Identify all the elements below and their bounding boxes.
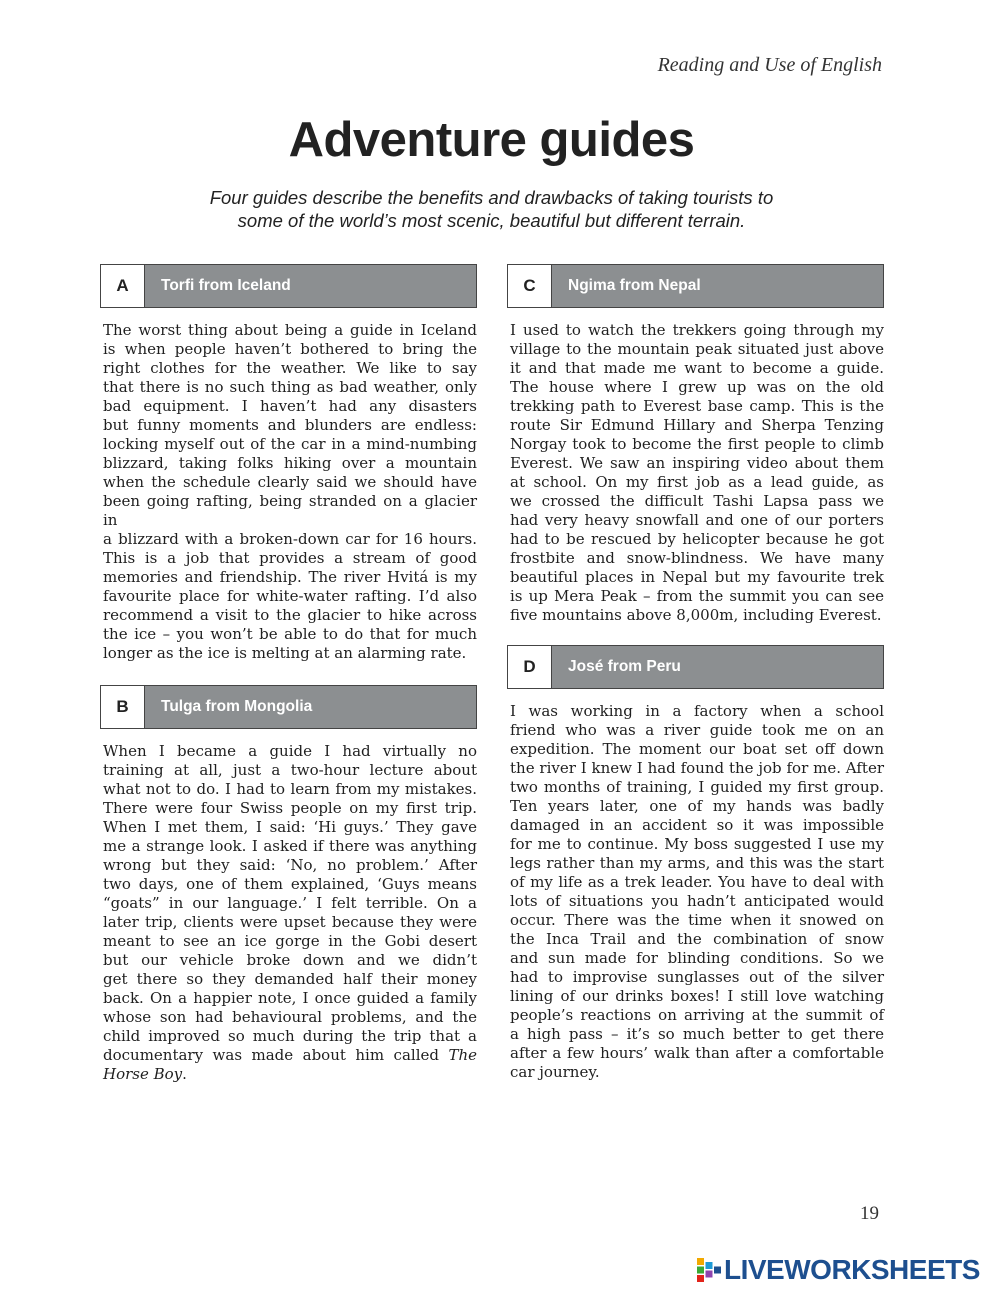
text-line: at school. On my first job as a lead guide, as [510,473,884,491]
left-column [100,264,477,1084]
text-line: locking myself out of the car in a mind-numbing [103,435,477,453]
text-line: that there is no such thing as bad weather, only [103,378,477,396]
book-title: Horse Boy [103,1065,183,1083]
text-line: five mountains above 8,000m, including Everest. [510,606,882,624]
text-line: a blizzard with a broken-down car for 16 hours. [103,530,477,548]
text-line: but funny moments and blunders are endless: [103,416,477,434]
text-line: child improved so much during the trip that a [103,1027,477,1045]
guide-header [100,685,477,729]
liveworksheets-logo[interactable] [697,1254,980,1285]
text-line: route Sir Edmund Hillary and Sherpa Tenzing [510,416,884,434]
text-line: damaged in an accident so it was impossible [510,816,884,834]
text-line: had to be rescued by helicopter because he got [510,530,884,548]
text-line: what not to do. I had to learn from my mistakes. [103,780,477,798]
section-label: Reading and Use of English [657,54,882,76]
text-line: get there so they demanded half their money [103,970,477,988]
text-line: village to the mountain peak situated just above [510,340,884,358]
text-line: recommend a visit to the glacier to hike across [103,606,477,624]
guide-text [103,742,477,1084]
text-line: Ten years later, one of my hands was badly [510,797,884,815]
text-line: blizzard, taking folks hiking over a mountain [103,454,477,472]
guide-letter: C [508,265,552,307]
guide-block-c [507,264,884,625]
text-line: meant to see an ice gorge in the Gobi desert [103,932,477,950]
text-line: had very heavy snowfall and one of our porters [510,511,884,529]
guide-text [510,702,884,1082]
text-line: of my life as a trek leader. You have to deal with [510,873,884,891]
text-line: the river I knew I had found the job for me. After [510,759,884,777]
text-line: Horse Boy. [103,1065,187,1083]
text-line: I used to watch the trekkers going through my [510,321,884,339]
text-line: two months of training, I guided my first group. [510,778,884,796]
text-line: the Inca Trail and the combination of snow [510,930,884,948]
text-line: right clothes for the weather. We like to say [103,359,477,377]
text-line: The house where I grew up was on the old [510,378,884,396]
text-line: “goats” in our language.’ I felt terrible. On a [103,894,477,912]
text-line: training at all, just a two-hour lecture about [103,761,477,779]
guide-block-b [100,685,477,1084]
guide-name: Torfi from Iceland [145,265,476,307]
text-line: for me to continue. My boss suggested I use my [510,835,884,853]
text-line: later trip, clients were upset because they were [103,913,477,931]
text-line: bad equipment. I haven’t had any disasters [103,397,477,415]
text-line: we crossed the difficult Tashi Lapsa pass we [510,492,884,510]
text-line: car journey. [510,1063,600,1081]
guide-text [103,321,477,663]
text-line: Everest. We saw an inspiring video about them [510,454,884,472]
guide-letter: D [508,646,552,688]
guide-letter: A [101,265,145,307]
text-line: Norgay took to become the first people to climb [510,435,884,453]
text-line: back. On a happier note, I once guided a family [103,989,477,1007]
text-line: When I met them, I said: ‘Hi guys.’ They gave [103,818,477,836]
text-line: me a strange look. I asked if there was anything [103,837,477,855]
text-line: wrong but they said: ‘No, no problem.’ After [103,856,477,874]
subtitle [0,186,983,232]
text-line: when the schedule clearly said we should have [103,473,477,491]
guide-letter: B [101,686,145,728]
text-line: whose son had behavioural problems, and the [103,1008,477,1026]
text-line: had to improvise sunglasses out of the silver [510,968,884,986]
text-line: a high pass – it’s so much better to get there [510,1025,884,1043]
text-line: longer as the ice is melting at an alarming rate. [103,644,467,662]
guide-block-a [100,264,477,663]
text-line: trekking path to Everest base camp. This is the [510,397,884,415]
guide-header [507,264,884,308]
text-line: documentary was made about him called The [103,1046,477,1064]
text-line: favourite place for white-water rafting. I’d also [103,587,477,605]
text-line: after a few hours’ walk than after a comfortable [510,1044,884,1062]
page-title: Adventure guides [288,113,695,167]
text-line: it and that made me want to become a guide. [510,359,884,377]
text-line: legs rather than my arms, and this was the start [510,854,884,872]
text-line: I was working in a factory when a school [510,702,884,720]
text-line: been going rafting, being stranded on a glacier in [103,492,477,529]
text-line: people’s reactions on arriving at the summit of [510,1006,884,1024]
text-line: There were four Swiss people on my first trip. [103,799,477,817]
text-line: friend who was a river guide took me on an [510,721,884,739]
text-line: When I became a guide I had virtually no [103,742,477,760]
text-line: occur. There was the time when it snowed on [510,911,884,929]
logo-text: LIVEWORKSHEETS [724,1254,980,1285]
text-line: expedition. The moment our boat set off down [510,740,884,758]
text-line: memories and friendship. The river Hvitá is my [103,568,477,586]
text-line: lining of our drinks boxes! I still love watching [510,987,884,1005]
page-number: 19 [860,1203,879,1224]
guide-block-d [507,645,884,1082]
text-line: is when people haven’t bothered to bring the [103,340,477,358]
right-column [507,264,884,1082]
text-line: but our vehicle broke down and we didn’t [103,951,477,969]
text-line: frostbite and snow-blindness. We have many [510,549,884,567]
guide-header [507,645,884,689]
subtitle-line: Four guides describe the benefits and drawbacks of taking tourists to [209,187,774,208]
guide-text [510,321,884,625]
guide-name: Tulga from Mongolia [145,686,476,728]
liveworksheets-logo-icon [697,1258,721,1282]
text-line: lots of situations you hadn’t anticipated would [510,892,884,910]
text-line: and sun made for blinding conditions. So we [510,949,884,967]
text-line: two days, one of them explained, ‘Guys means [103,875,477,893]
subtitle-line: some of the world’s most scenic, beautiful but different terrain. [237,210,746,231]
guide-header [100,264,477,308]
guide-name: Ngima from Nepal [552,265,883,307]
guide-name: José from Peru [552,646,883,688]
text-line: the ice – you won’t be able to do that for much [103,625,477,643]
book-title: The [448,1046,477,1064]
text-line: is up Mera Peak – from the summit you can see [510,587,884,605]
text-line: beautiful places in Nepal but my favourite trek [510,568,884,586]
text-line: This is a job that provides a stream of good [103,549,477,567]
text-line: The worst thing about being a guide in Iceland [103,321,477,339]
